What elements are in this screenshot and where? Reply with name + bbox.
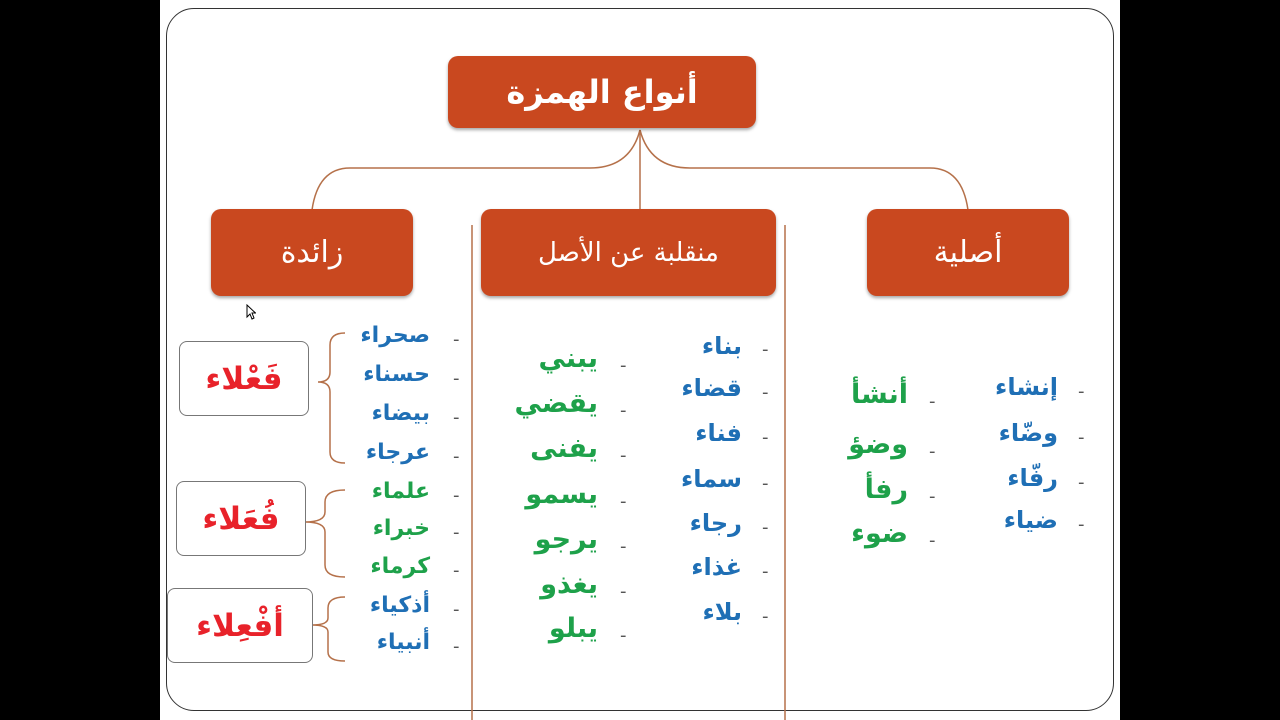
dash: -	[929, 441, 936, 462]
word-transformed-verb: يسمو	[525, 479, 598, 510]
word-extra: أذكياء	[369, 593, 430, 618]
word-transformed: قضاء	[681, 374, 742, 402]
word-transformed: بلاء	[702, 598, 742, 626]
dash: -	[929, 391, 936, 412]
dash: -	[620, 581, 627, 602]
pattern-box-3: أفْعِلاء	[167, 588, 313, 663]
connector-left	[312, 130, 640, 210]
word-original-verb: أنشأ	[850, 379, 908, 410]
brace-1	[318, 333, 345, 463]
pattern-box-1: فَعْلاء	[179, 341, 309, 416]
word-transformed-verb: يفنى	[530, 433, 598, 464]
word-original: رفّاء	[1007, 464, 1058, 492]
dash: -	[762, 427, 769, 448]
word-transformed: سماء	[681, 465, 742, 493]
brace-3	[312, 597, 345, 661]
word-extra: حسناء	[363, 362, 430, 387]
dash: -	[929, 486, 936, 507]
mouse-cursor-icon	[246, 304, 256, 320]
dash: -	[929, 530, 936, 551]
word-transformed-verb: يغذو	[540, 569, 598, 600]
word-extra: أنبياء	[376, 630, 430, 655]
title-box: أنواع الهمزة	[448, 56, 756, 128]
word-transformed-verb: يقضي	[514, 388, 598, 419]
word-extra: علماء	[371, 479, 430, 504]
dash: -	[453, 329, 460, 350]
word-original-verb: رفأ	[864, 474, 908, 505]
dash: -	[762, 382, 769, 403]
word-original-verb: ضوء	[851, 518, 908, 549]
word-extra: صحراء	[360, 323, 430, 348]
word-transformed-verb: يرجو	[534, 524, 598, 555]
word-transformed: بناء	[701, 332, 742, 360]
word-original: إنشاء	[995, 373, 1058, 401]
dash: -	[620, 355, 627, 376]
dash: -	[620, 536, 627, 557]
dash: -	[453, 407, 460, 428]
dash: -	[453, 560, 460, 581]
word-extra: بيضاء	[371, 401, 430, 426]
dash: -	[620, 491, 627, 512]
word-transformed-verb: يبني	[538, 343, 598, 374]
connector-right	[640, 130, 968, 210]
dash: -	[762, 473, 769, 494]
dash: -	[1078, 381, 1085, 402]
word-extra: كرماء	[370, 554, 430, 579]
word-transformed-verb: يبلو	[548, 613, 598, 644]
word-transformed: فناء	[695, 419, 742, 447]
dash: -	[453, 368, 460, 389]
dash: -	[1078, 514, 1085, 535]
category-original: أصلية	[867, 209, 1069, 296]
category-transformed: منقلبة عن الأصل	[481, 209, 776, 296]
dash: -	[1078, 427, 1085, 448]
dash: -	[453, 636, 460, 657]
word-extra: عرجاء	[365, 440, 430, 465]
word-original: ضياء	[1003, 506, 1058, 534]
dash: -	[762, 339, 769, 360]
dash: -	[1078, 472, 1085, 493]
dash: -	[620, 400, 627, 421]
dash: -	[453, 485, 460, 506]
dash: -	[620, 625, 627, 646]
dash: -	[762, 517, 769, 538]
word-original-verb: وضؤ	[848, 429, 908, 460]
brace-2	[305, 490, 345, 577]
dash: -	[762, 561, 769, 582]
category-extra: زائدة	[211, 209, 413, 296]
word-original: وضّاء	[998, 419, 1058, 447]
pattern-box-2: فُعَلاء	[176, 481, 306, 556]
dash: -	[620, 445, 627, 466]
word-transformed: غذاء	[691, 553, 742, 581]
word-transformed: رجاء	[689, 509, 742, 537]
dash: -	[453, 446, 460, 467]
dash: -	[453, 599, 460, 620]
dash: -	[762, 606, 769, 627]
word-extra: خبراء	[372, 516, 430, 541]
dash: -	[453, 522, 460, 543]
